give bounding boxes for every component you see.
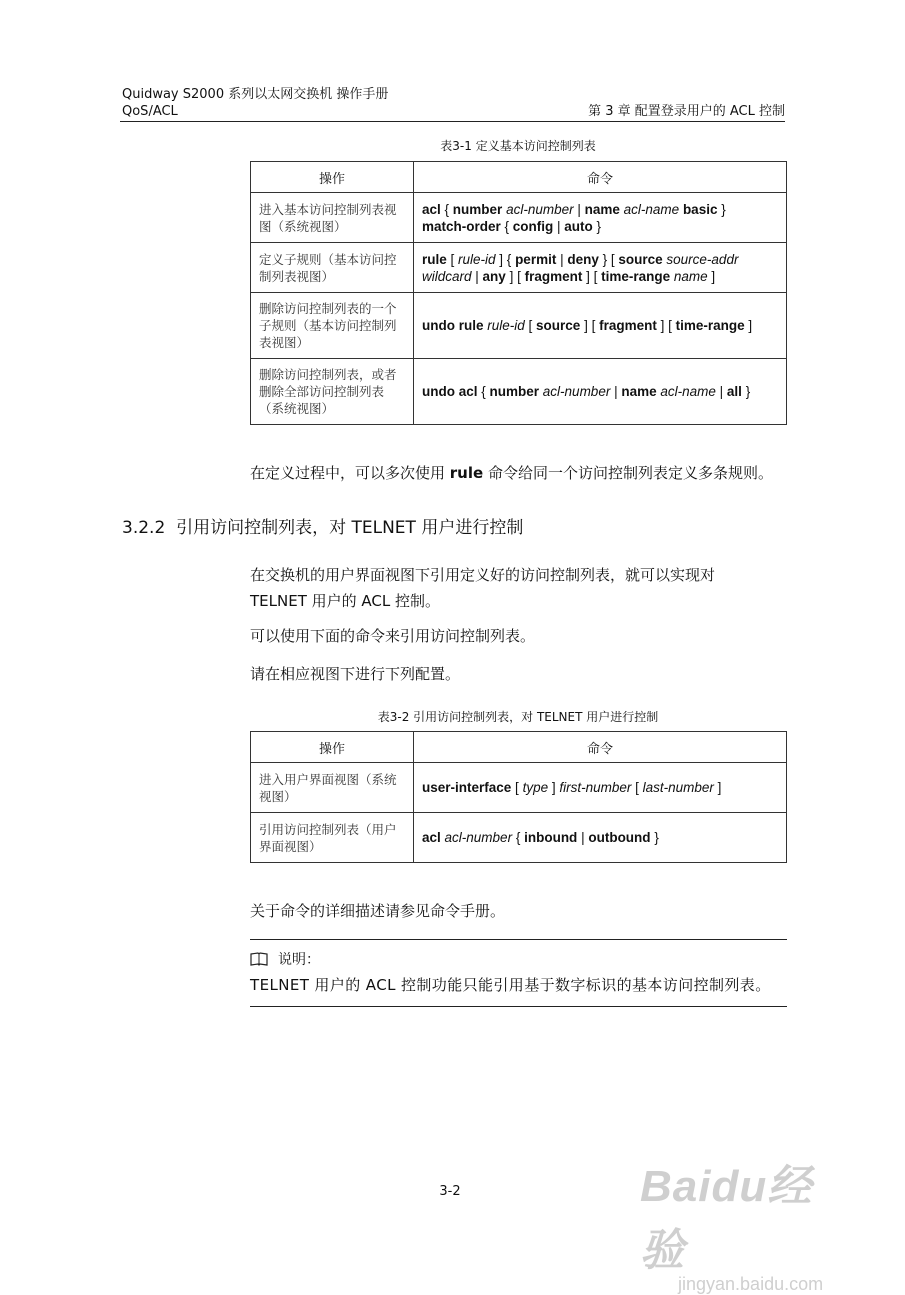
paragraph-reference: 关于命令的详细描述请参见命令手册。 xyxy=(250,902,506,920)
table-row xyxy=(251,243,787,293)
text-run: { xyxy=(477,384,490,399)
operation-cell: 删除访问控制列表的一个子规则（基本访问控制列表视图） xyxy=(251,293,414,359)
command-line xyxy=(422,218,778,235)
table1-header-row xyxy=(251,162,787,193)
text-run: name xyxy=(670,268,708,284)
text-run: | xyxy=(715,384,727,399)
text-run: { xyxy=(500,218,513,234)
paragraph-line: 在交换机的用户界面视图下引用定义好的访问控制列表，就可以实现对 xyxy=(250,566,716,584)
table-row xyxy=(251,813,787,863)
text-run: name xyxy=(621,384,657,399)
text-run: acl-number xyxy=(440,830,513,845)
text-run: | xyxy=(577,830,589,845)
text-run: ] xyxy=(744,318,753,333)
command-line xyxy=(422,201,778,218)
text-run: match-order xyxy=(422,218,501,234)
text-run: ] [ xyxy=(505,268,525,284)
command-line xyxy=(422,268,778,285)
text-run: ] [ xyxy=(580,318,600,333)
text-run: | xyxy=(573,201,585,217)
command-cell xyxy=(414,243,787,293)
section-number: 3.2.2 xyxy=(122,518,166,538)
text-run: acl-name xyxy=(619,201,680,217)
watermark-url: jingyan.baidu.com xyxy=(678,1274,824,1294)
header-divider xyxy=(120,121,785,122)
text-run: [ xyxy=(446,251,459,267)
text-run: config xyxy=(512,218,554,234)
note-bottom-rule xyxy=(250,1006,787,1007)
text-run: { xyxy=(512,830,525,845)
table2-caption: 表3-2 引用访问控制列表，对 TELNET 用户进行控制 xyxy=(377,710,659,724)
note-header xyxy=(250,949,320,969)
paragraph-usage: 可以使用下面的命令来引用访问控制列表。 xyxy=(250,627,536,645)
page-number: 3-2 xyxy=(439,1184,461,1199)
header-section-name: QoS/ACL xyxy=(122,104,178,119)
text-run: [ xyxy=(524,318,537,333)
text-run: 在定义过程中，可以多次使用 xyxy=(250,464,450,482)
paragraph-line: TELNET 用户的 ACL 控制。 xyxy=(250,592,440,610)
table2-header-row xyxy=(251,732,787,763)
text-run: ] xyxy=(707,268,716,284)
text-run: | xyxy=(556,251,568,267)
command-cell xyxy=(414,763,787,813)
table-row xyxy=(251,293,787,359)
page-header xyxy=(122,86,785,120)
paragraph-config: 请在相应视图下进行下列配置。 xyxy=(250,665,461,683)
text-run: acl-name xyxy=(656,384,716,399)
note-body: TELNET 用户的 ACL 控制功能只能引用基于数字标识的基本访问控制列表。 xyxy=(250,976,771,994)
text-run: outbound xyxy=(588,830,651,845)
text-run: 命令给同一个访问控制列表定义多条规则。 xyxy=(483,464,773,482)
text-run: rule xyxy=(422,251,447,267)
text-run: time-range xyxy=(601,268,671,284)
text-run: | xyxy=(553,218,565,234)
text-run: rule-id xyxy=(458,251,496,267)
note-title: 说明： xyxy=(278,952,320,968)
command-line xyxy=(422,251,778,268)
section-title: 引用访问控制列表，对 TELNET 用户进行控制 xyxy=(176,518,524,538)
text-run: basic xyxy=(682,201,718,217)
watermark-brand: Baidu经验 xyxy=(640,1162,813,1275)
text-run: auto xyxy=(564,218,593,234)
text-run: permit xyxy=(515,251,557,267)
text-run: source-addr xyxy=(662,251,739,267)
text-run: source xyxy=(536,318,581,333)
text-run: acl-number xyxy=(502,201,574,217)
table2-col-op: 操作 xyxy=(251,732,414,763)
operation-cell: 定义子规则（基本访问控制列表视图） xyxy=(251,243,414,293)
book-icon xyxy=(250,952,268,966)
command-line xyxy=(422,317,778,334)
table1-col-op: 操作 xyxy=(251,162,414,193)
table2-col-cmd: 命令 xyxy=(414,732,787,763)
table2 xyxy=(250,731,787,863)
operation-cell: 进入基本访问控制列表视图（系统视图） xyxy=(251,193,414,243)
table1-col-cmd: 命令 xyxy=(414,162,787,193)
text-run: wildcard xyxy=(422,268,472,284)
text-run: acl xyxy=(422,201,441,217)
operation-cell: 删除访问控制列表，或者删除全部访问控制列表（系统视图） xyxy=(251,359,414,425)
operation-cell: 引用访问控制列表（用户界面视图） xyxy=(251,813,414,863)
watermark xyxy=(640,1150,850,1295)
command-line xyxy=(422,779,778,796)
text-run: | xyxy=(610,384,622,399)
text-run: { xyxy=(440,201,453,217)
text-run: [ xyxy=(631,780,643,795)
text-run: } xyxy=(650,830,659,845)
operation-cell: 进入用户界面视图（系统视图） xyxy=(251,763,414,813)
command-line xyxy=(422,383,778,400)
text-run: acl-number xyxy=(539,384,611,399)
text-run: acl xyxy=(422,830,441,845)
text-run: time-range xyxy=(675,318,745,333)
text-run: fragment xyxy=(524,268,583,284)
header-chapter-title: 第 3 章 配置登录用户的 ACL 控制 xyxy=(588,104,785,119)
text-run: source xyxy=(618,251,663,267)
text-run: any xyxy=(482,268,506,284)
table-row xyxy=(251,359,787,425)
command-cell xyxy=(414,359,787,425)
paragraph-rule-usage xyxy=(250,460,790,486)
text-run: fragment xyxy=(599,318,657,333)
table1-caption: 表3-1 定义基本访问控制列表 xyxy=(440,139,596,153)
text-run: rule xyxy=(449,464,484,482)
text-run: [ xyxy=(511,780,523,795)
header-book-title: Quidway S2000 系列以太网交换机 操作手册 xyxy=(122,87,389,102)
command-cell xyxy=(414,293,787,359)
text-run: undo rule xyxy=(422,318,484,333)
note-top-rule xyxy=(250,939,787,940)
text-run: } [ xyxy=(598,251,619,267)
text-run: first-number xyxy=(559,780,632,795)
text-run: ] xyxy=(713,780,722,795)
command-cell xyxy=(414,813,787,863)
table-row xyxy=(251,763,787,813)
text-run: ] { xyxy=(495,251,516,267)
table-row xyxy=(251,193,787,243)
paragraph-text xyxy=(250,464,773,482)
text-run: ] [ xyxy=(582,268,602,284)
text-run: deny xyxy=(567,251,599,267)
text-run: } xyxy=(592,218,602,234)
text-run: name xyxy=(584,201,620,217)
text-run: user-interface xyxy=(422,780,512,795)
text-run: all xyxy=(726,384,742,399)
text-run: | xyxy=(471,268,483,284)
table1 xyxy=(250,161,787,425)
paragraph-intro xyxy=(250,562,790,614)
text-run: rule-id xyxy=(483,318,525,333)
text-run: inbound xyxy=(524,830,578,845)
text-run: ] [ xyxy=(656,318,676,333)
command-line xyxy=(422,829,778,846)
command-cell xyxy=(414,193,787,243)
text-run: ] xyxy=(548,780,560,795)
text-run: number xyxy=(489,384,540,399)
text-run: number xyxy=(452,201,503,217)
text-run: } xyxy=(741,384,751,399)
text-run: undo acl xyxy=(422,384,478,399)
section-heading xyxy=(122,513,523,538)
text-run: type xyxy=(522,780,549,795)
text-run: } xyxy=(717,201,726,217)
text-run: last-number xyxy=(642,780,714,795)
